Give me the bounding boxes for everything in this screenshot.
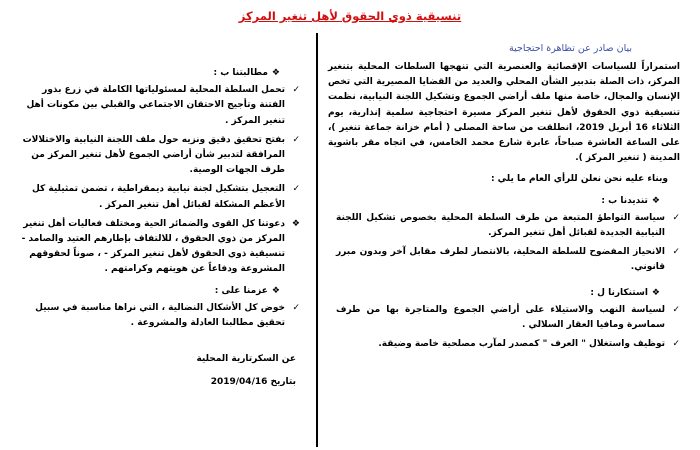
diamond-bullet-icon: ❖ bbox=[651, 195, 660, 206]
list-item bbox=[14, 301, 300, 331]
checkmark-icon: ✓ bbox=[292, 184, 300, 195]
left-column bbox=[14, 66, 300, 391]
document-title: تنسيقية ذوي الحقوق لأهل تنغير المركز bbox=[238, 9, 462, 23]
resolve-heading bbox=[14, 284, 300, 299]
list-item bbox=[328, 337, 680, 352]
resolve-heading-label: عزمنا على : bbox=[214, 285, 268, 296]
condemn-item-1: سياسة التواطؤ المتبعة من طرف السلطة المحلية بخصوص تشكيل اللجنة النيابية الجديدة لقبائل أهل تنغير المركز. bbox=[336, 212, 665, 239]
demand-item-2: بفتح تحقيق دقيق ونزيه حول ملف اللجنة النيابية والاختلالات المرافقة لتدبير شأن أراضي الجموع لأهل تنغير المركز من طرف الجهات الوصية. bbox=[22, 134, 285, 176]
list-item bbox=[328, 303, 680, 333]
checkmark-icon: ✓ bbox=[292, 134, 300, 145]
diamond-bullet-icon: ❖ bbox=[271, 68, 280, 78]
document-date: بتاريخ 2019/04/16 bbox=[210, 377, 296, 388]
list-item bbox=[14, 182, 300, 212]
right-column bbox=[328, 60, 680, 356]
list-item bbox=[14, 133, 300, 179]
denounce-item-1: لسياسة النهب والاستيلاء على أراضي الجموع والمتاجرة بها من طرف سماسرة ومافيا العقار السلالي . bbox=[336, 304, 665, 331]
diamond-bullet-icon: ❖ bbox=[271, 285, 280, 296]
document-subtitle: بيان صادر عن تظاهرة احتجاجية bbox=[509, 43, 632, 54]
resolve-item-1: خوض كل الأشكال النضالية ، التي نراها مناسبة في سبيل تحقيق مطالبنا العادلة والمشروعة . bbox=[35, 302, 285, 329]
checkmark-icon: ✓ bbox=[672, 339, 680, 350]
demands-heading bbox=[14, 66, 300, 81]
signature-line: عن السكرتارية المحلية bbox=[196, 354, 296, 365]
demand-item-3: التعجيل بتشكيل لجنة نيابية ديمقراطية ، تضمن تمثيلية كل الأعظم المشكلة لقبائل أهل تنغير المركز . bbox=[31, 184, 285, 210]
opinion-intro: وبناء عليه نحن نعلن للرأي العام ما يلي : bbox=[490, 174, 668, 185]
intro-paragraph: استمراراً للسياسات الإقصائية والعنصرية التي تنهجها السلطات المحلية بتنغير المركز، ذات الصلة بتدبير الشأن المحلي والعديد من القضايا المصيرية التي تخص الإنسان والمجال، خاصة منها ملف أراضي الجموع وتشكيل اللجنة النيابية، نظمت تنسيقية ذوي الحقوق لأهل تنغير المركز مسيرة احتجاجية سلمية إنذارية، يوم الثلاثاء 16 أبريل 2019، انطلقت من ساحة المصلى ( أمام خزانة جماعة تنغير )، على الساعة العاشرة صباحاً، عابرة شارع محمد الخامس، في اتجاه مقر باشوية المدينة ( تنغير المركز ). bbox=[328, 62, 680, 164]
list-item bbox=[328, 211, 680, 241]
list-item bbox=[328, 245, 680, 275]
condemn-item-2: الانحياز المفضوح للسلطة المحلية، بالانتصار لطرف مقابل آخر وبدون مبرر قانوني. bbox=[336, 247, 665, 273]
call-text: دعوتنا كل القوى والضمائر الحية ومختلف فعاليات أهل تنغير المركز من ذوي الحقوق ، للالتفاف بإطارهم العتيد والصامد - تنسيقية ذوي الحقوق لأهل تنغير المركز - ، صوناً لحقوقهم المشروعة ودفاعاً عن هويتهم وكرامتهم . bbox=[21, 218, 285, 275]
checkmark-icon: ✓ bbox=[292, 85, 300, 96]
checkmark-icon: ✓ bbox=[292, 302, 300, 313]
condemn-heading bbox=[328, 194, 680, 209]
demands-heading-label: مطالبتنا ب : bbox=[213, 68, 268, 78]
denounce-heading bbox=[328, 286, 680, 301]
denounce-item-2: توظيف واستغلال " العرف " كمصدر لمآرب مصلحية خاصة وضيقة. bbox=[378, 339, 665, 350]
checkmark-icon: ✓ bbox=[672, 304, 680, 315]
checkmark-icon: ✓ bbox=[672, 212, 680, 223]
condemn-heading-label: تنديدنا ب : bbox=[601, 195, 648, 206]
diamond-bullet-icon: ❖ bbox=[291, 218, 300, 229]
list-item bbox=[14, 83, 300, 129]
diamond-bullet-icon: ❖ bbox=[651, 287, 660, 298]
signature-block bbox=[14, 351, 300, 391]
column-divider bbox=[316, 33, 318, 447]
denounce-heading-label: استنكارنا ل : bbox=[590, 287, 648, 298]
call-paragraph bbox=[14, 217, 300, 278]
checkmark-icon: ✓ bbox=[672, 247, 680, 258]
demand-item-1: تحمل السلطة المحلية لمسئولياتها الكاملة في زرع بذور الفتنة وتأجيج الاحتقان الاجتماعي والقبلي بين مكونات أهل تنغير المركز . bbox=[26, 85, 285, 126]
